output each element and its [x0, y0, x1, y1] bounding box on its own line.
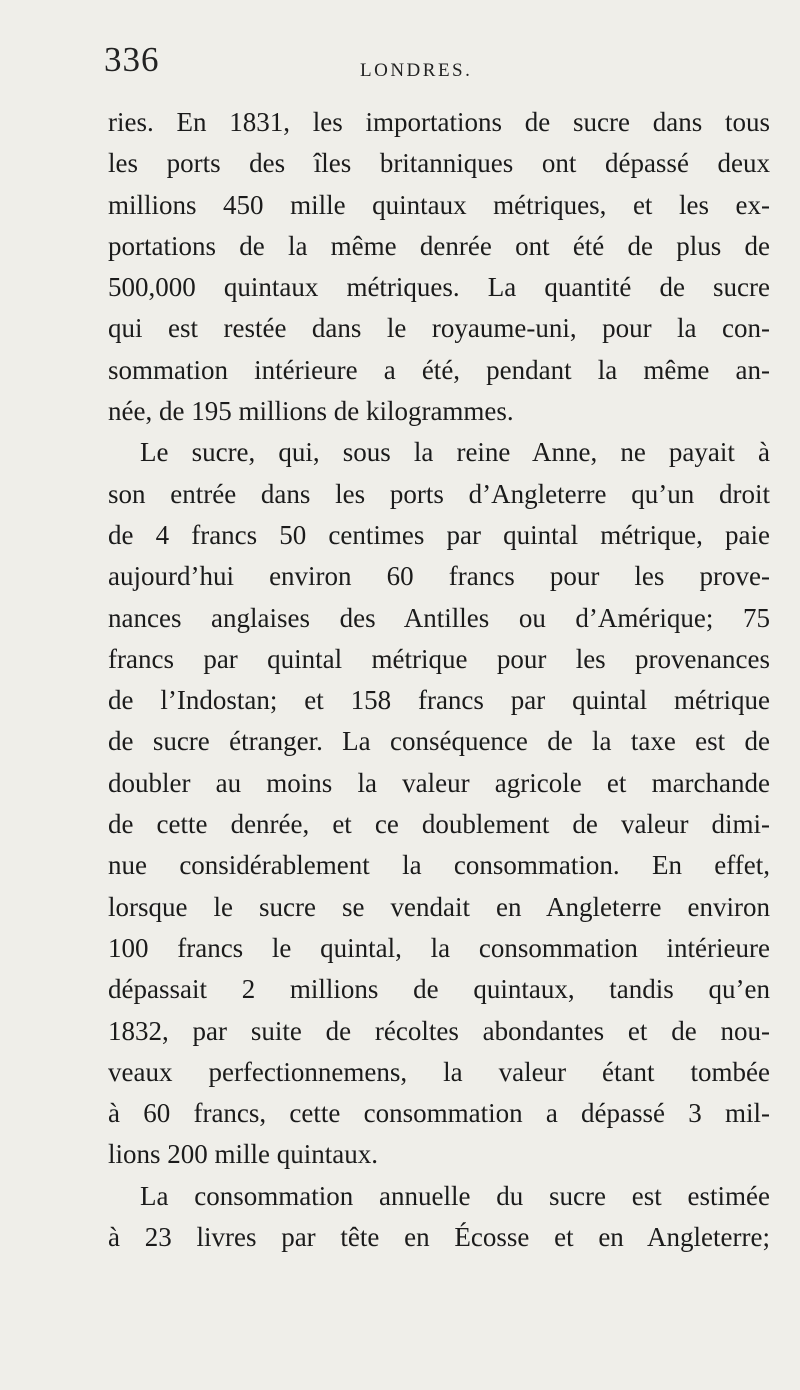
text-line: aujourd’hui environ 60 francs pour les prove-: [108, 561, 770, 592]
page-number: 336: [104, 40, 160, 79]
text-line: Le sucre, qui, sous la reine Anne, ne payait à: [140, 437, 770, 468]
text-line: à 23 livres par tête en Écosse et en Angleterre;: [108, 1222, 770, 1253]
text-line: francs par quintal métrique pour les provenances: [108, 643, 770, 674]
text-line: nances anglaises des Antilles ou d’Amérique; 75: [108, 602, 770, 633]
text-line: 100 francs le quintal, la consommation intérieure: [108, 932, 770, 963]
text-line: veaux perfectionnemens, la valeur étant tombée: [108, 1056, 770, 1087]
text-line: 1832, par suite de récoltes abondantes et de nou-: [108, 1015, 770, 1046]
text-line: dépassait 2 millions de quintaux, tandis qu’en: [108, 974, 770, 1005]
text-line: qui est restée dans le royaume-uni, pour la con-: [108, 313, 770, 344]
text-line: les ports des îles britanniques ont dépassé deux: [108, 148, 770, 179]
text-line: doubler au moins la valeur agricole et marchande: [108, 767, 770, 798]
text-line: millions 450 mille quintaux métriques, et les ex-: [108, 189, 770, 220]
text-line: de sucre étranger. La conséquence de la taxe est de: [108, 726, 770, 757]
page-header: [0, 40, 800, 88]
text-line: lorsque le sucre se vendait en Angleterre environ: [108, 891, 770, 922]
text-line: sommation intérieure a été, pendant la même an-: [108, 354, 770, 385]
text-line: lions 200 mille quintaux.: [108, 1139, 378, 1170]
text-line: portations de la même denrée ont été de plus de: [108, 230, 770, 261]
text-line: de l’Indostan; et 158 francs par quintal métrique: [108, 685, 770, 716]
text-line: née, de 195 millions de kilogrammes.: [108, 396, 514, 427]
text-line: à 60 francs, cette consommation a dépassé 3 mil-: [108, 1098, 770, 1129]
text-line: de cette denrée, et ce doublement de valeur dimi-: [108, 809, 770, 840]
text-line: nue considérablement la consommation. En effet,: [108, 850, 770, 881]
body-text: [108, 102, 770, 1258]
text-line: La consommation annuelle du sucre est estimée: [140, 1180, 770, 1211]
text-line: de 4 francs 50 centimes par quintal métrique, paie: [108, 519, 770, 550]
text-line: ries. En 1831, les importations de sucre dans tous: [108, 107, 770, 137]
text-line: son entrée dans les ports d’Angleterre qu’un droit: [108, 478, 770, 509]
text-line: 500,000 quintaux métriques. La quantité de sucre: [108, 272, 770, 303]
running-title: LONDRES.: [360, 60, 473, 81]
